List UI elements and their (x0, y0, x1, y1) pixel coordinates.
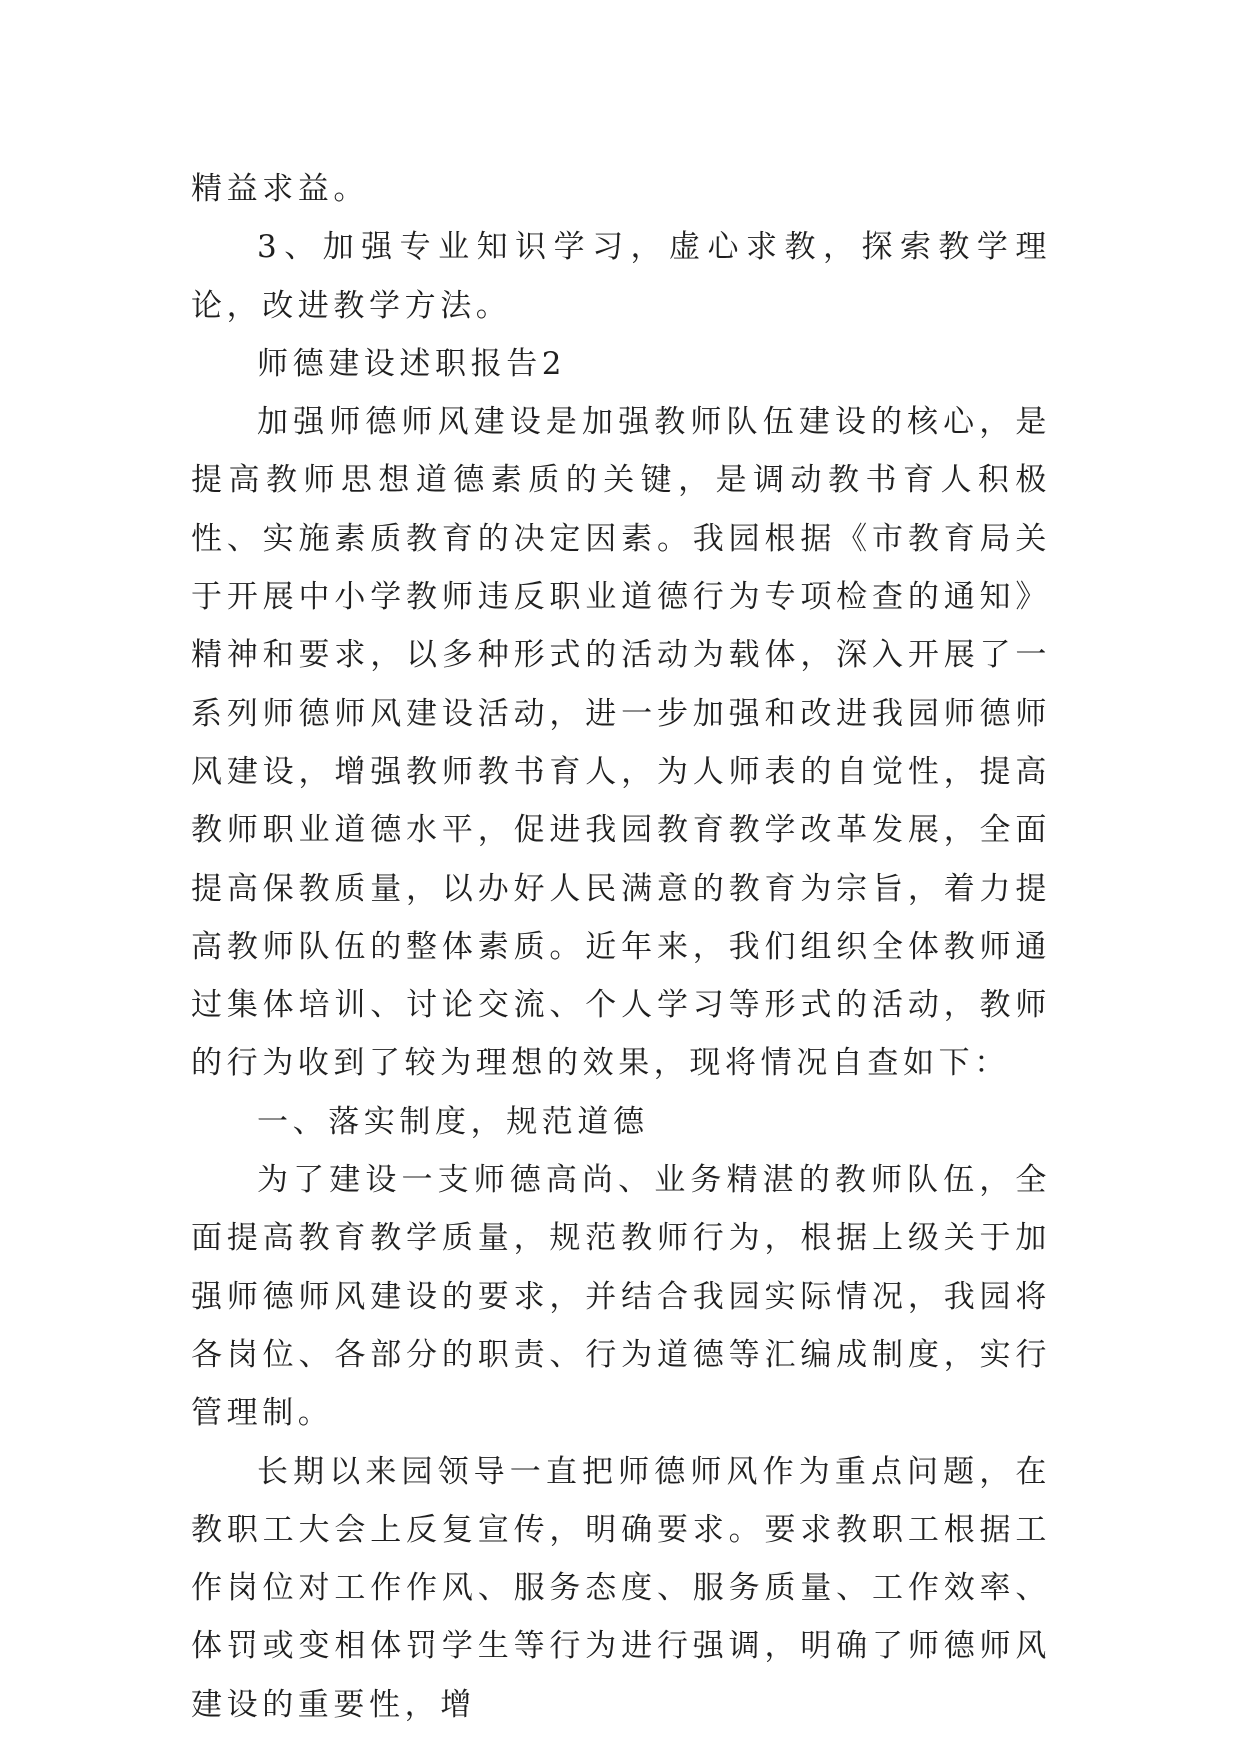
paragraph-item-3: 3、加强专业知识学习，虚心求教，探索教学理论，改进教学方法。 (191, 229, 1051, 324)
section-heading-report-2: 师德建设述职报告2 (257, 345, 567, 382)
paragraph-leadership: 长期以来园领导一直把师德师风作为重点问题，在教职工大会上反复宣传，明确要求。要求教职工根据工作岗位对工作作风、服务态度、服务质量、工作效率、体罚或变相体罚学生等行为进行强调，明确了师德师风建设的重要性，增 (191, 1453, 1051, 1723)
paragraph-intro: 加强师德师风建设是加强教师队伍建设的核心，是提高教师思想道德素质的关键，是调动教书育人积极性、实施素质教育的决定因素。我园根据《市教育局关于开展中小学教师违反职业道德行为专项检查的通知》精神和要求，以多种形式的活动为载体，深入开展了一系列师德师风建设活动，进一步加强和改进我园师德师风建设，增强教师教书育人，为人师表的自觉性，提高教师职业道德水平，促进我园教育教学改革发展，全面提高保教质量，以办好人民满意的教育为宗旨，着力提高教师队伍的整体素质。近年来，我们组织全体教师通过集体培训、讨论交流、个人学习等形式的活动，教师的行为收到了较为理想的效果，现将情况自查如下： (191, 404, 1051, 1082)
paragraph-system-building: 为了建设一支师德高尚、业务精湛的教师队伍，全面提高教育教学质量，规范教师行为，根据上级关于加强师德师风建设的要求，并结合我园实际情况，我园将各岗位、各部分的职责、行为道德等汇编成制度，实行管理制。 (191, 1162, 1051, 1432)
document-body (191, 160, 1051, 1734)
paragraph-continuation: 精益求益。 (191, 171, 369, 207)
section-heading-1: 一、落实制度，规范道德 (257, 1103, 649, 1140)
